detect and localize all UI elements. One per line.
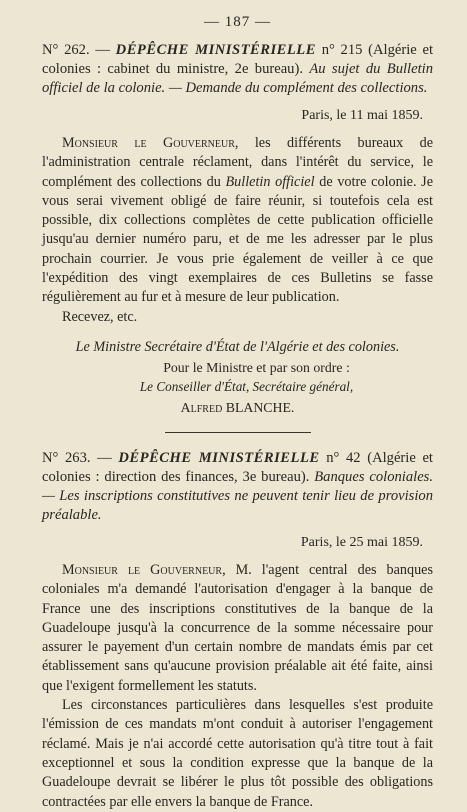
document-subject: Banques coloniales. — Les inscriptions constitutives ne peuvent tenir lieu de provision préalable.	[42, 468, 433, 523]
body-paragraph	[42, 134, 433, 308]
document-number: N° 263. —	[42, 449, 112, 466]
document-title: DÉPÊCHE MINISTÉRIELLE	[118, 449, 320, 466]
page-number: — 187 —	[204, 14, 271, 30]
order-line: Pour le Ministre et par son ordre :	[163, 359, 350, 375]
document-262	[42, 41, 433, 416]
document-date: Paris, le 25 mai 1859.	[300, 534, 423, 550]
document-heading	[42, 41, 433, 98]
bulletin-title: Bulletin officiel	[225, 173, 315, 190]
document-heading	[42, 449, 433, 525]
document-reference: n° 215 (Algérie et colonies : cabinet du ministre, 2e bureau).	[42, 42, 433, 77]
body-paragraph	[42, 561, 433, 696]
document-title: DÉPÊCHE MINISTÉRIELLE	[115, 42, 316, 58]
closing-line: Recevez, etc.	[62, 308, 138, 325]
document-reference: n° 42 (Algérie et colonies : direction des finances, 3e bureau).	[42, 449, 433, 485]
conseiller-line: Le Conseiller d'État, Secrétaire général,	[139, 378, 354, 394]
salutation: Monsieur le Gouverneur,	[62, 561, 226, 578]
section-divider	[165, 432, 311, 433]
paragraph-text: M. l'agent central des banques coloniales m'a demandé l'autorisation d'engager à la banque de France une des inscriptions constitutives de la banque de la Guadeloupe jusqu'à la concurrence de la somme nécessaire pour assurer le payement d'un certain nombre de mandats émis par cet établissement sans qu'aucune provision préalable ait été faite, ainsi que l'exigent formellement les statuts.	[42, 561, 433, 694]
document-date: Paris, le 11 mai 1859.	[301, 108, 423, 123]
signer-name: Alfred BLANCHE.	[180, 399, 295, 415]
minister-signature-line: Le Ministre Secrétaire d'État de l'Algérie et des colonies.	[75, 338, 400, 355]
body-paragraph-2: Les circonstances particulières dans lesquelles s'est produite l'émission de ces mandats m'ont conduit à autoriser l'engagement réclamé. Mais je n'ai accordé cette autorisation qu'à titre tout à fait exceptionnel et sous la condition expresse que la banque de la Guadeloupe devrait se libérer le plus tôt possible des obligations contractées par elle envers la banque de France.	[42, 697, 433, 810]
paragraph-text: les différents bureaux de l'administration centrale réclament, dans l'intérêt du service, le complément des collections du	[42, 135, 434, 190]
paragraph-text-continued: de votre colonie. Je vous serai vivement obligé de faire réunir, si toutefois cela est possible, dix collections complètes de cette publication officielle jusqu'au dernier numéro paru, et de me les adresser par le plus prochain courrier. Je vous prie également de veiller à ce que l'expédition des vingt exemplaires de ces Bulletins se fasse régulièrement au fur et à mesure de leur publication.	[42, 173, 434, 306]
salutation: Monsieur le Gouverneur,	[62, 135, 239, 151]
document-263	[42, 449, 433, 812]
document-number: N° 262. —	[42, 42, 110, 58]
document-subject: Au sujet du Bulletin officiel de la colonie. — Demande du complément des collections.	[42, 61, 433, 96]
